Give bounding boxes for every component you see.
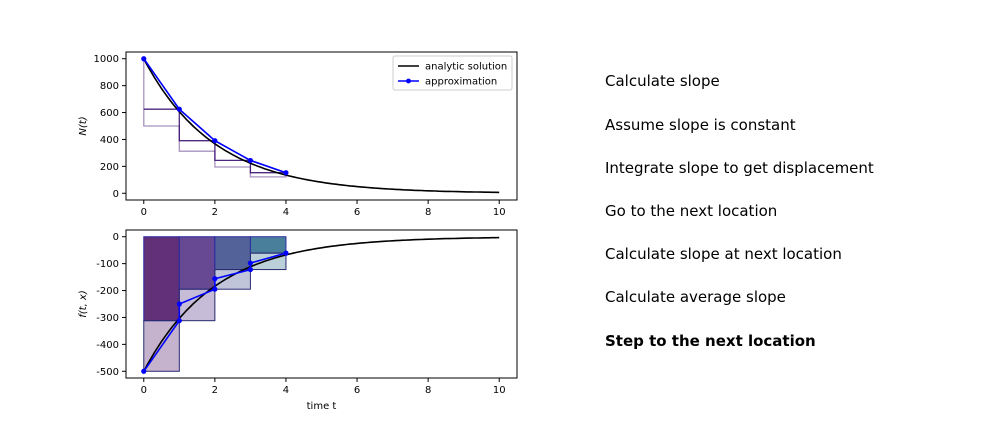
y-axis-label: f(t, x) <box>78 290 89 318</box>
series-point-1-5 <box>248 267 253 272</box>
series-point-1-2 <box>177 301 182 306</box>
series-point-1-4 <box>283 170 288 175</box>
series-point-1-3 <box>212 287 217 292</box>
step-step-next: Step to the next location <box>605 332 816 350</box>
x-tick-label: 0 <box>140 385 147 396</box>
x-tick-label: 4 <box>282 207 290 218</box>
y-tick-label: -200 <box>96 286 119 298</box>
y-tick-label: 0 <box>112 188 119 200</box>
series-point-1-6 <box>248 260 253 265</box>
y-tick-label: -300 <box>96 312 119 324</box>
x-tick-label: 4 <box>282 385 290 396</box>
series-point-1-1 <box>177 318 182 323</box>
step-average-slope: Calculate average slope <box>605 288 786 306</box>
x-tick-label: 0 <box>140 207 147 218</box>
series-point-1-0 <box>141 56 146 61</box>
bar-main-1 <box>179 237 215 289</box>
step-next-location: Go to the next location <box>605 202 778 220</box>
legend-label: approximation <box>425 76 498 88</box>
bar-light-1 <box>179 289 215 320</box>
y-tick-label: -500 <box>96 366 119 378</box>
x-tick-label: 8 <box>424 385 432 396</box>
step-slope-next: Calculate slope at next location <box>605 245 842 263</box>
y-tick-label: -100 <box>96 259 119 271</box>
y-axis-label: N(t) <box>78 116 89 136</box>
y-tick-label: 200 <box>99 161 119 173</box>
bar-main-2 <box>215 237 251 270</box>
step-overlay-2 <box>144 59 286 177</box>
y-tick-label: 400 <box>99 134 119 146</box>
y-tick-label: 600 <box>99 108 119 120</box>
x-tick-label: 2 <box>211 207 219 218</box>
series-point-1-1 <box>177 107 182 112</box>
series-point-1-0 <box>141 369 146 374</box>
series-point-1-2 <box>212 138 217 143</box>
y-tick-label: 1000 <box>93 54 119 66</box>
series-point-1-7 <box>283 251 288 256</box>
x-tick-label: 10 <box>492 207 506 218</box>
x-axis-label: time t <box>306 401 337 412</box>
bar-main-3 <box>250 237 286 253</box>
chart-1 <box>78 52 517 218</box>
series-point-1-4 <box>212 276 217 281</box>
legend-marker <box>406 79 411 84</box>
step-integrate-slope: Integrate slope to get displacement <box>605 159 874 177</box>
x-tick-label: 6 <box>353 207 361 218</box>
chart-2 <box>78 230 517 412</box>
y-tick-label: 800 <box>99 81 119 93</box>
x-tick-label: 10 <box>492 385 506 396</box>
x-tick-label: 2 <box>211 385 219 396</box>
y-tick-label: 0 <box>112 232 119 244</box>
x-tick-label: 8 <box>424 207 432 218</box>
legend-label: analytic solution <box>425 61 508 73</box>
bar-main-0 <box>144 237 180 321</box>
step-assume-constant: Assume slope is constant <box>605 116 796 134</box>
bar-light-2 <box>215 270 251 290</box>
series-point-1-3 <box>248 158 253 163</box>
y-tick-label: -400 <box>96 339 119 351</box>
x-tick-label: 6 <box>353 385 361 396</box>
step-calculate-slope: Calculate slope <box>605 72 720 90</box>
